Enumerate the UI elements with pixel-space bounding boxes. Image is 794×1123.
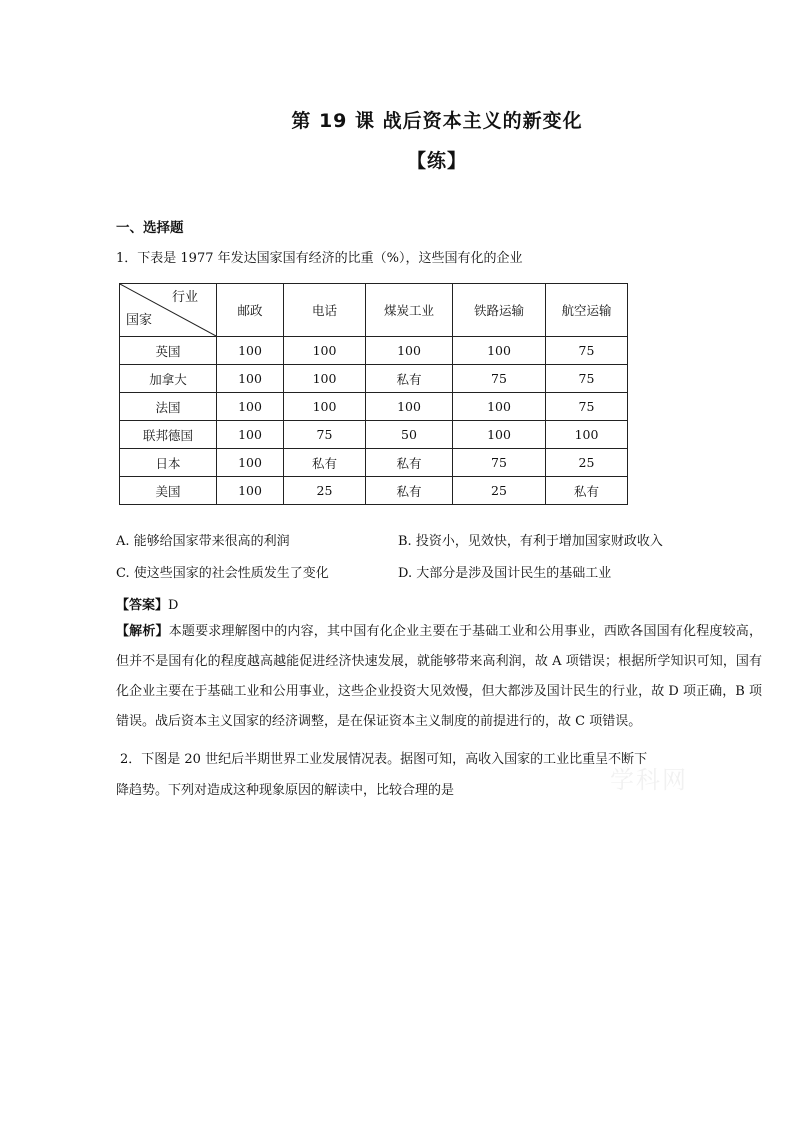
table-cell: 100 bbox=[366, 393, 453, 421]
table-cell: 100 bbox=[284, 365, 366, 393]
table-row bbox=[120, 421, 628, 449]
table-cell: 100 bbox=[217, 393, 284, 421]
table-header-cell: 铁路运输 bbox=[453, 284, 546, 337]
table-cell: 25 bbox=[546, 449, 628, 477]
option-d: D. 大部分是涉及国计民生的基础工业 bbox=[398, 566, 612, 581]
table-cell: 私有 bbox=[366, 449, 453, 477]
question-2-line-1: 2．下图是 20 世纪后半期世界工业发展情况表。据图可知，高收入国家的工业比重呈不断下 bbox=[120, 752, 648, 767]
option-c: C. 使这些国家的社会性质发生了变化 bbox=[116, 566, 329, 581]
table-header-cell: 航空运输 bbox=[546, 284, 628, 337]
ownership-table bbox=[119, 283, 628, 505]
table-row bbox=[120, 449, 628, 477]
table-cell: 联邦德国 bbox=[120, 421, 217, 449]
table-cell: 100 bbox=[284, 393, 366, 421]
table-cell: 50 bbox=[366, 421, 453, 449]
table-header-cell: 煤炭工业 bbox=[366, 284, 453, 337]
table-cell: 私有 bbox=[546, 477, 628, 505]
table-cell: 75 bbox=[453, 449, 546, 477]
table-cell: 英国 bbox=[120, 337, 217, 365]
page-subtitle: 【练】 bbox=[406, 150, 467, 172]
table-cell: 100 bbox=[453, 337, 546, 365]
table-cell: 100 bbox=[284, 337, 366, 365]
analysis-paragraph bbox=[116, 617, 762, 737]
analysis-label: 【解析】 bbox=[116, 624, 169, 639]
answer-label: 【答案】 bbox=[116, 598, 169, 613]
answer-value: D bbox=[168, 598, 179, 613]
table-cell: 25 bbox=[453, 477, 546, 505]
page-title: 第 19 课 战后资本主义的新变化 bbox=[291, 110, 583, 132]
table-cell: 100 bbox=[217, 449, 284, 477]
table-cell: 加拿大 bbox=[120, 365, 217, 393]
table-row bbox=[120, 337, 628, 365]
table-cell: 75 bbox=[284, 421, 366, 449]
table-cell: 法国 bbox=[120, 393, 217, 421]
section-heading: 一、选择题 bbox=[116, 220, 184, 236]
table-cell: 100 bbox=[217, 365, 284, 393]
option-b: B. 投资小，见效快，有利于增加国家财政收入 bbox=[398, 534, 663, 549]
table-header-cell: 电话 bbox=[284, 284, 366, 337]
question-2-line-2: 降趋势。下列对造成这种现象原因的解读中，比较合理的是 bbox=[116, 783, 455, 798]
table-cell: 100 bbox=[366, 337, 453, 365]
table-cell: 100 bbox=[546, 421, 628, 449]
answer-line bbox=[116, 594, 178, 613]
table-row bbox=[120, 365, 628, 393]
table-corner-cell bbox=[120, 284, 217, 337]
table-row bbox=[120, 477, 628, 505]
question-1-stem: 1．下表是 1977 年发达国家国有经济的比重（%），这些国有化的企业 bbox=[116, 251, 523, 266]
table-cell: 私有 bbox=[366, 477, 453, 505]
table-cell: 美国 bbox=[120, 477, 217, 505]
option-a: A. 能够给国家带来很高的利润 bbox=[116, 534, 290, 549]
table-cell: 100 bbox=[453, 393, 546, 421]
table-header-cell: 邮政 bbox=[217, 284, 284, 337]
table-cell: 私有 bbox=[366, 365, 453, 393]
table-cell: 100 bbox=[217, 477, 284, 505]
table-cell: 75 bbox=[546, 393, 628, 421]
table-cell: 100 bbox=[453, 421, 546, 449]
table-header-row bbox=[120, 284, 628, 337]
table-cell: 75 bbox=[546, 337, 628, 365]
corner-label-country: 国家 bbox=[126, 313, 153, 328]
table-cell: 75 bbox=[453, 365, 546, 393]
table-cell: 75 bbox=[546, 365, 628, 393]
table-row bbox=[120, 393, 628, 421]
table-cell: 25 bbox=[284, 477, 366, 505]
corner-label-industry: 行业 bbox=[171, 290, 198, 305]
table-cell: 私有 bbox=[284, 449, 366, 477]
table-cell: 100 bbox=[217, 421, 284, 449]
table-cell: 日本 bbox=[120, 449, 217, 477]
watermark-logo: 学科网 bbox=[610, 766, 688, 794]
analysis-text: 本题要求理解图中的内容，其中国有化企业主要在于基础工业和公用事业，西欧各国国有化程度较高，但并不是国有化的程度越高越能促进经济快速发展，就能够带来高利润，故 A 项错误；根据所学知识可知，国有化企业主要在于基础工业和公用事业，这些企业投资大见效慢，但大都涉及国计民生的行业，故 D 项正确，B 项错误。战后资本主义国家的经济调整，是在保证资本主义制度的前提进行的，故 C 项错误。 bbox=[116, 624, 762, 729]
table-cell: 100 bbox=[217, 337, 284, 365]
